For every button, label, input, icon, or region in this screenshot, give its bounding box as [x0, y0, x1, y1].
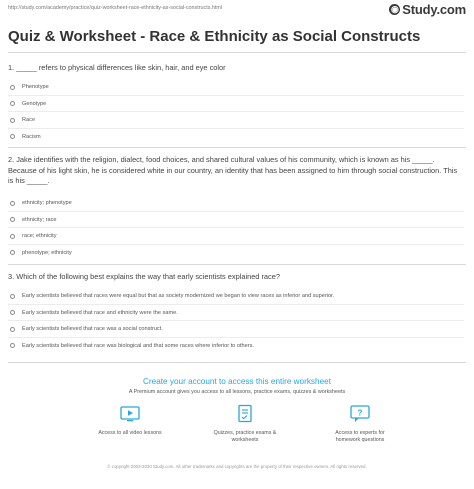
answer-option[interactable]	[8, 228, 464, 245]
radio-icon[interactable]	[10, 327, 15, 332]
option-label: Early scientists believed that race and ethnicity were the same.	[22, 309, 178, 316]
radio-icon[interactable]	[10, 343, 15, 348]
question-divider	[8, 264, 466, 265]
feature-label: Access to all video lessons	[98, 430, 162, 436]
radio-icon[interactable]	[10, 85, 15, 90]
page-header	[8, 3, 466, 17]
option-label: ethnicity; phenotype	[22, 200, 72, 207]
question-1-text: 1. _____ refers to physical differences like skin, hair, and eye color	[8, 63, 226, 72]
feature-experts	[310, 404, 410, 452]
copyright-notice: © copyright 2003-2020 Study.com. All other trademarks and copyrights are the property of their respective owners. All rights reserved.	[107, 464, 367, 469]
worksheet-icon	[234, 404, 256, 424]
feature-video-lessons	[80, 404, 180, 452]
option-label: Genotype	[22, 100, 47, 107]
radio-icon[interactable]	[10, 101, 15, 106]
page-url: http://study.com/academy/practice/quiz-worksheet-race-ethnicity-as-social-constructs.html	[8, 5, 223, 11]
answer-option[interactable]	[8, 212, 464, 229]
option-label: Phenotype	[22, 84, 49, 91]
feature-label: Quizzes, practice exams & worksheets	[213, 430, 277, 443]
radio-icon[interactable]	[10, 134, 15, 139]
answer-option[interactable]	[8, 305, 464, 322]
answer-option[interactable]	[8, 195, 464, 212]
radio-icon[interactable]	[10, 217, 15, 222]
answer-option[interactable]	[8, 321, 464, 338]
page-title: Quiz & Worksheet - Race & Ethnicity as Social Constructs	[8, 28, 421, 45]
option-label: Racism	[22, 133, 41, 140]
answer-option[interactable]	[8, 112, 464, 129]
premium-features	[80, 404, 410, 452]
radio-icon[interactable]	[10, 294, 15, 299]
question-3-options	[8, 288, 464, 354]
logo-text: Study.com	[402, 2, 466, 17]
option-label: ethnicity; race	[22, 216, 57, 223]
radio-icon[interactable]	[10, 310, 15, 315]
question-2-text: 2. Jake identifies with the religion, dialect, food choices, and shared cultural values of his community, which is known as his _____. Because of his light skin, he is considered white in our country, an identity that has been assigned to him through social construction. This is his _____.	[8, 155, 458, 185]
answer-option[interactable]	[8, 129, 464, 146]
title-divider	[8, 52, 466, 53]
study-logo-icon: ◉	[390, 4, 399, 14]
option-label: phenotype; ethnicity	[22, 249, 72, 256]
radio-icon[interactable]	[10, 250, 15, 255]
question-divider	[8, 147, 466, 148]
question-1-options	[8, 79, 464, 145]
radio-icon[interactable]	[10, 118, 15, 123]
study-logo[interactable]	[389, 2, 466, 17]
cta-subtitle: A Premium account gives you access to all lessons, practice exams, quizzes & worksheets	[128, 389, 346, 395]
cta-divider	[8, 362, 466, 363]
option-label: Early scientists believed that race was biological and that some races where inferior to others.	[22, 342, 254, 349]
video-icon	[119, 404, 141, 424]
answer-option[interactable]	[8, 288, 464, 305]
question-2-options	[8, 195, 464, 261]
radio-icon[interactable]	[10, 234, 15, 239]
option-label: race; ethnicity	[22, 233, 57, 240]
create-account-link[interactable]: Create your account to access this entire worksheet	[143, 377, 331, 386]
answer-option[interactable]	[8, 338, 464, 355]
option-label: Early scientists believed that race was a social construct.	[22, 326, 163, 333]
question-3-text: 3. Which of the following best explains the way that early scientists explained race?	[8, 272, 280, 281]
feature-label: Access to experts for homework questions	[335, 430, 385, 443]
experts-icon	[349, 404, 371, 424]
feature-quizzes	[195, 404, 295, 452]
option-label: Early scientists believed that races were equal but that as society modernized we began to view races as inferior and superior.	[22, 293, 335, 300]
answer-option[interactable]	[8, 96, 464, 113]
option-label: Race	[22, 117, 36, 124]
answer-option[interactable]	[8, 245, 464, 262]
radio-icon[interactable]	[10, 201, 15, 206]
answer-option[interactable]	[8, 79, 464, 96]
svg-text:?: ?	[357, 408, 363, 418]
